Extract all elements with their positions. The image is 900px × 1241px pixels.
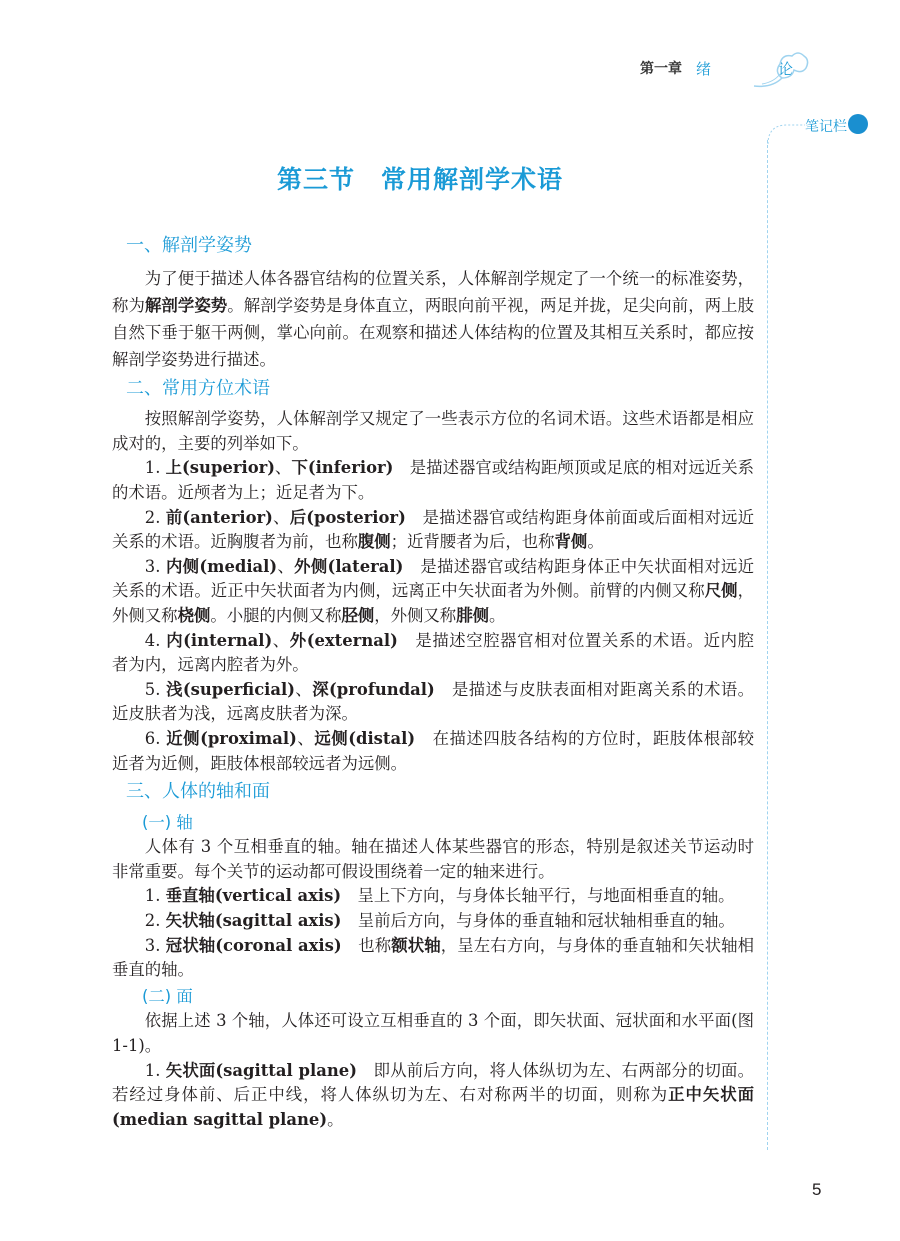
bold-term: 桡侧 [177, 605, 211, 625]
paragraph [112, 934, 754, 983]
text-run: 3. [144, 935, 166, 955]
text-run: 是描述器官或结构距身体正中矢状面相对远近关系的术语。近正中矢状面者为内侧，远离正中矢状面者为外侧。前臂的内侧又称 [112, 556, 754, 601]
bold-term: 正中矢状面(median sagittal plane) [112, 1085, 755, 1129]
notes-margin-line [767, 140, 768, 1150]
paragraph [112, 884, 754, 909]
bold-term: 后(posterior) [289, 507, 406, 527]
minor-heading: (一) 轴 [142, 812, 193, 832]
text-run: 也称 [341, 935, 392, 955]
text-run: ，呈左右方向，与身体的垂直轴和矢状轴相垂直的轴。 [112, 935, 755, 980]
bold-term: 矢状轴(sagittal axis) [165, 911, 342, 931]
paragraph [112, 1059, 754, 1133]
text-run: 依据上述 3 个轴，人体还可设立互相垂直的 3 个面，即矢状面、冠状面和水平面(图 1-1)。 [112, 1011, 754, 1056]
bold-term: 胫侧 [341, 605, 375, 625]
paragraph [112, 265, 754, 373]
text-run: 、 [296, 728, 315, 748]
subsection-heading: 三、人体的轴和面 [126, 781, 270, 803]
text-run: 按照解剖学姿势，人体解剖学又规定了一些表示方位的名词术语。这些术语都是相应成对的，主要的列举如下。 [112, 409, 754, 453]
bold-term: 远侧(distal) [314, 728, 416, 748]
text-run: 人体有 3 个互相垂直的轴。轴在描述人体某些器官的形态，特别是叙述关节运动时非常重要。每个关节的运动都可假设围绕着一定的轴来进行。 [112, 837, 754, 881]
text-run: ；近背腰者为后，也称 [390, 532, 555, 552]
text-run: 。解剖学姿势是身体直立，两眼向前平视，两足并拢，足尖向前，两上肢自然下垂于躯干两侧，掌心向前。在观察和描述人体结构的位置及其相互关系时，都应按解剖学姿势进行描述。 [112, 295, 755, 369]
text-run: 、 [295, 679, 313, 699]
paragraph [112, 678, 754, 727]
text-run: 。小腿的内侧又称 [210, 605, 342, 625]
bold-term: 外(external) [289, 630, 398, 650]
text-run: 、 [275, 458, 292, 478]
bold-term: 前(anterior) [165, 507, 273, 527]
running-header-title: 绪 论 [696, 60, 820, 78]
paragraph [112, 835, 754, 884]
subsection-heading: 一、解剖学姿势 [126, 235, 252, 256]
bold-term: 外侧(lateral) [294, 556, 404, 576]
section-title: 第三节 常用解剖学术语 [276, 165, 563, 194]
text-run: 、 [277, 556, 295, 576]
running-header-chapter: 第一章 [640, 61, 682, 77]
paragraph [112, 506, 754, 555]
text-run: 为了便于描述人体各器官结构的位置关系，人体解剖学规定了一个统一的标准姿势，称为 [112, 268, 754, 315]
bold-term: 冠状轴(coronal axis) [165, 935, 342, 955]
text-run: 、 [272, 630, 290, 650]
paragraph [112, 407, 754, 456]
bold-term: 近侧(proximal) [166, 728, 297, 748]
text-run: 是描述与皮肤表面相对距离关系的术语。近皮肤者为浅，远离皮肤者为深。 [112, 679, 755, 724]
paragraph [112, 629, 754, 678]
text-run: 。 [488, 605, 506, 625]
bold-term: 腓侧 [456, 605, 489, 625]
bold-term: 背侧 [554, 532, 588, 552]
bold-term: 内侧(medial) [165, 556, 278, 576]
paragraph [112, 727, 754, 776]
bold-term: 解剖学姿势 [144, 295, 228, 315]
text-run: 呈上下方向，与身体长轴平行，与地面相垂直的轴。 [341, 886, 735, 906]
text-run: 。 [587, 532, 604, 552]
notes-pencil-icon [848, 114, 868, 134]
notes-column-label: 笔记栏 [805, 119, 847, 135]
bold-term: 内(internal) [166, 630, 273, 650]
bold-term: 矢状面(sagittal plane) [165, 1060, 357, 1080]
text-run: ，外侧又称 [112, 581, 755, 625]
bold-term: 垂直轴(vertical axis) [165, 886, 342, 906]
text-run: 即从前后方向，将人体纵切为左、右两部分的切面。若经过身体前、后正中线，将人体纵切为左、右对称两半的切面，则称为 [112, 1060, 754, 1105]
bold-term: 腹侧 [357, 532, 391, 552]
bold-term: 额状轴 [391, 935, 441, 955]
subsection-heading: 二、常用方位术语 [126, 377, 270, 399]
text-run: 呈前后方向，与身体的垂直轴和冠状轴相垂直的轴。 [341, 911, 735, 931]
text-run: 、 [272, 507, 290, 527]
paragraph [112, 555, 754, 629]
text-run: 3. [144, 556, 166, 576]
page-number: 5 [812, 1180, 822, 1199]
text-run: 1. [144, 1060, 166, 1080]
bold-term: 尺侧 [704, 581, 738, 601]
bold-term: 深(profundal) [312, 679, 435, 699]
text-run: 2. [144, 911, 166, 931]
text-run: 在描述四肢各结构的方位时，距肢体根部较近者为近侧，距肢体根部较远者为远侧。 [112, 728, 755, 773]
body-text [112, 230, 754, 1132]
cloud-ornament-icon [752, 48, 812, 90]
text-run: 5. [144, 679, 167, 699]
text-run: 4. [144, 630, 167, 650]
bold-term: 下(inferior) [291, 458, 394, 478]
paragraph [112, 1009, 754, 1058]
paragraph [112, 456, 754, 505]
text-run: 。 [327, 1109, 344, 1129]
bold-term: 浅(superficial) [166, 679, 296, 699]
bold-term: 上(superior) [165, 458, 276, 478]
text-run: 是描述空腔器官相对位置关系的术语。近内腔者为内，远离内腔者为外。 [112, 630, 754, 675]
text-run: ，外侧又称 [374, 605, 457, 625]
notes-margin-curve [767, 124, 807, 144]
text-run: 是描述器官或结构距身体前面或后面相对远近关系的术语。近胸腹者为前，也称 [112, 507, 755, 552]
text-run: 1. [144, 458, 166, 478]
minor-heading: (二) 面 [142, 986, 193, 1006]
paragraph [112, 909, 754, 934]
text-run: 是描述器官或结构距颅顶或足底的相对远近关系的术语。近颅者为上；近足者为下。 [112, 458, 755, 502]
text-run: 2. [144, 507, 166, 527]
text-run: 1. [144, 886, 166, 906]
text-run: 6. [144, 728, 167, 748]
